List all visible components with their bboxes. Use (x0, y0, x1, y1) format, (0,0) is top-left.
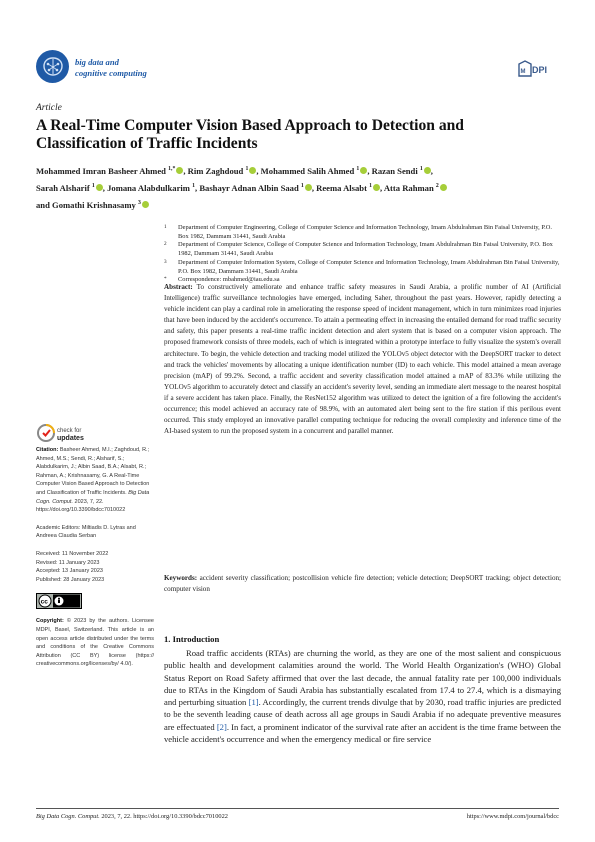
section-heading-introduction: 1. Introduction (164, 634, 220, 644)
copyright-block (36, 617, 154, 669)
affiliation-item (164, 224, 564, 241)
citation-link-1[interactable]: [1] (248, 697, 259, 708)
introduction-text (164, 647, 561, 745)
orcid-icon[interactable] (96, 184, 103, 191)
affiliation-text: Correspondence: mbahmed@iau.edu.sa (178, 276, 280, 284)
keywords-text: accident severity classification; postcollision vehicle fire detection; vehicle detection; DeepSORT tracking; object detection; computer vision (164, 574, 562, 594)
affiliation-text: Department of Computer Science, College of Computer Science and Information Technology, Imam Abdulrahman Bin Faisal University, P.O. Box 1982, Dammam 31441, Saudi Arabia (178, 241, 553, 258)
citation-label: Citation: (36, 447, 59, 453)
date-entry: Revised: 11 January 2023 (36, 559, 100, 566)
orcid-icon[interactable] (424, 167, 431, 174)
check-updates-line2: updates (57, 435, 84, 442)
check-for-updates-button[interactable] (36, 421, 96, 445)
author-affiliation-sup: 1 (91, 182, 95, 189)
abstract (164, 282, 561, 437)
abstract-text: To constructively ameliorate and enhance traffic safety measures in Saudi Arabia, a prolific number of AI (Artificial Intelligence) traffic surveillance technologies have emerged, including Saher, throughout the past years. However, rapidly detecting a vehicle incident can play a cardinal role in ameliorating the response speed of incident management, which in turn minimizes road injuries that have been induced by the accident's occurrence. To attain a permeating effect in increasing the entailed demand for road traffic security and safety, this paper presents a real-time traffic incident detection and alert system that is based on a computer vision approach. The proposed framework consists of three models, each of which is integrated within a prototype interface to fully visualize the system's overall architecture. To begin, the vehicle detection and tracking model utilized the YOLOv5 object detector with the DeepSORT tracker to detect and track the vehicles' movements by allocating a unique identification number (ID) to each vehicle. This model attained a mean average precision (mAP) of 99.2%. Second, a traffic accident and severity classification model attained a mAP of 83.3% while utilizing the YOLOv5 algorithm to accurately detect and classify an accident's severity level, sending an immediate alert message to the nearest hospital if a severe accident has taken place. Finally, the ResNet152 algorithm was utilized to detect the ignition of a fire following the accident's occurrence; this model achieved an accuracy rate of 98.9%, with an automated alert being sent to the fire station if this perilous event occurred. This study employed an innovative parallel computing technique for reducing the overall complexity and inference time of the AI-based system to run the proposed system in a concurrent and parallel manner. (164, 283, 561, 436)
svg-text:M: M (520, 69, 526, 75)
author-name: Rim Zaghdoud (187, 165, 244, 176)
sidebar-info (36, 446, 154, 678)
keywords (164, 573, 561, 595)
author-separator: , (380, 182, 384, 193)
journal-name (75, 57, 147, 79)
citation-text: Basheer Ahmed, M.I.; Zaghdoud, R.; Ahmed, M.S.; Sendi, R.; Alsharif, S.; Alabdulkarim, J.; Albin Saad, B.A.; Alsabt, R.; Rahman, A.; Krishnasamy, G. A Real-Time Computer Vision Based Approach to Detection and Classification of Traffic Incidents. (36, 447, 150, 496)
editors-block (36, 524, 154, 541)
footer-url[interactable]: https://www.mdpi.com/journal/bdcc (466, 813, 559, 820)
affiliations (164, 224, 564, 285)
author-name: and Gomathi Krishnasamy (36, 199, 136, 210)
author-separator: , (183, 165, 188, 176)
affiliation-text: Department of Computer Engineering, College of Computer Science and Information Technology, Imam Abdulrahman Bin Faisal University, P.O. Box 1982, Dammam 31441, Saudi Arabia (178, 224, 552, 240)
affiliation-text: Department of Computer Information System, College of Computer Science and Information Technology, Imam Abdulrahman Bin Faisal University, P.O. Box 1982, Dammam 31441, Saudi Arabia (178, 258, 560, 275)
brain-circuit-logo-icon (41, 56, 65, 78)
author-affiliation-sup: 1 (300, 182, 304, 189)
journal-name-line1: big data and (75, 57, 119, 67)
author-name: Mohammed Imran Basheer Ahmed (36, 165, 166, 176)
author-name: Jomana Alabdulkarim (107, 182, 190, 193)
author-affiliation-sup: 2 (435, 182, 439, 189)
orcid-icon[interactable] (373, 184, 380, 191)
affiliation-number: 1 (164, 224, 167, 230)
author-separator: , (256, 165, 261, 176)
orcid-icon[interactable] (142, 201, 149, 208)
abstract-label: Abstract: (164, 283, 193, 291)
citation-block (36, 446, 154, 515)
affiliation-number: 3 (164, 258, 167, 265)
check-updates-line1: check for (57, 428, 82, 434)
author-affiliation-sup: 1 (245, 166, 249, 172)
keywords-label: Keywords: (164, 574, 198, 582)
footer-citation (36, 813, 228, 820)
author-list (36, 162, 561, 213)
intro-text-3: . In fact, a prominent indicator of the survival rate after an accident is the time frame between the vehicle accident's occurrence and when the emergency medical or fire service (164, 721, 561, 745)
date-entry: Accepted: 13 January 2023 (36, 568, 103, 575)
author-separator: , (367, 165, 372, 176)
author-affiliation-sup: 1 (419, 166, 423, 172)
dates-block (36, 550, 154, 584)
author-affiliation-sup: 1,* (168, 166, 176, 172)
affiliation-item (164, 241, 564, 258)
orcid-icon[interactable] (305, 184, 312, 191)
check-for-updates-icon (36, 421, 96, 445)
author-affiliation-sup: 3 (137, 199, 141, 206)
author-name: Mohammed Salih Ahmed (260, 165, 355, 176)
intro-text-2: . Accordingly, the current trends divulge that by 2030, road traffic injuries are predicted to be the seventh leading cause of death across all age groups in Saudi Arabia if no adequate preventive measures are effectuated (164, 697, 561, 732)
cc-by-license-icon[interactable] (36, 593, 82, 609)
footer-journal: Big Data Cogn. Comput. (36, 813, 100, 820)
citation-link-2[interactable]: [2] (216, 721, 227, 732)
author-name: Sarah Alsharif (36, 182, 90, 193)
footer-citation-text[interactable]: 2023, 7, 22. https://doi.org/10.3390/bdcc7010022 (101, 813, 228, 820)
footer-divider (36, 808, 559, 809)
intro-text-1: Road traffic accidents (RTAs) are churning the world, as they are one of the most salient and conspicuous public health and development calamities around the world. The World Health Organization's (WHO) Global Status Report on Road Safety affirmed that over the last decade, the annual fatality rate per 100,000 individuals due to RTAs in the Kingdom of Saudi Arabia has substantially escalated from 17.4 to 27.4, which is a dismaying and perturbing situation (164, 648, 561, 708)
author-name: Bashayr Adnan Albin Saad (199, 182, 299, 193)
author-separator: , (430, 165, 433, 176)
citation-journal: Big Data Cogn. Comput. (36, 489, 150, 505)
author-affiliation-sup: 1 (356, 166, 360, 172)
mdpi-logo-icon (517, 60, 557, 78)
affiliation-number: 2 (164, 241, 167, 248)
editors-text: Miltiadis D. Lytras and Andreea Claudia Serban (36, 524, 136, 540)
author-separator: , (195, 182, 200, 193)
author-separator: , (311, 182, 317, 193)
author-name: Reema Alsabt (316, 182, 367, 193)
affiliation-item (164, 259, 564, 276)
paper-title: A Real-Time Computer Vision Based Approach to Detection and Classification of Traffic Incidents (36, 117, 464, 152)
date-entry: Published: 28 January 2023 (36, 576, 105, 583)
cc-text: cc (40, 598, 48, 606)
date-entry: Received: 11 November 2022 (36, 550, 109, 557)
author-separator: , (102, 182, 108, 193)
citation-tail[interactable]: 2023, 7, 22. https://doi.org/10.3390/bdcc7010022 (36, 498, 126, 514)
author-name: Razan Sendi (371, 165, 418, 176)
orcid-icon[interactable] (440, 184, 447, 191)
copyright-label: Copyright: (36, 618, 64, 625)
author-name: Atta Rahman (383, 182, 434, 193)
journal-name-line2: cognitive computing (75, 68, 147, 78)
author-affiliation-sup: 1 (369, 182, 373, 189)
article-type: Article (36, 103, 62, 113)
editors-label: Academic Editors: (36, 524, 81, 531)
affiliation-number: * (164, 276, 167, 283)
mdpi-logo-text: DPI (532, 65, 548, 75)
journal-logo-icon (36, 50, 69, 83)
author-affiliation-sup: 1 (192, 182, 196, 189)
copyright-text: © 2023 by the authors. Licensee MDPI, Basel, Switzerland. This article is an open access article distributed under the terms and conditions of the Creative Commons Attribution (CC BY) license (https:// creativecommons.org/licenses/by/ 4.0/). (36, 618, 154, 668)
